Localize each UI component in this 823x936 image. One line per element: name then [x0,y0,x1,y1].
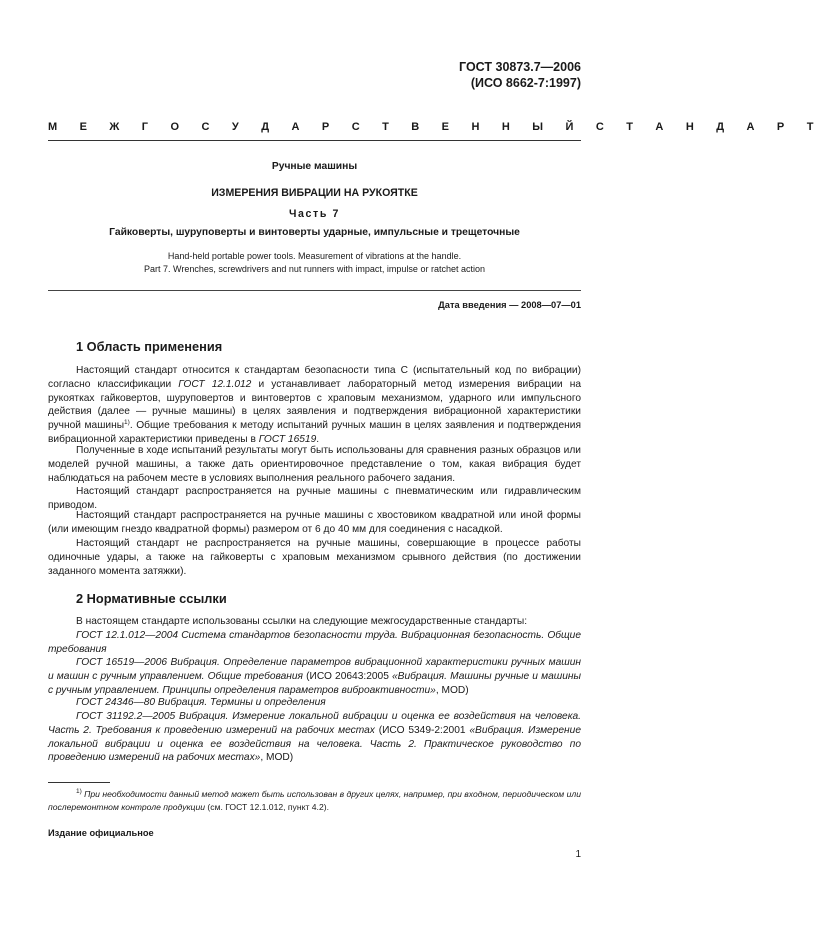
section-1-paragraph-3: Настоящий стандарт распространяется на ручные машины с пневматическим или гидравлическим приводом. [48,486,581,511]
title-divider [48,290,581,291]
english-title-line-1: Hand-held portable power tools. Measurement of vibrations at the handle. [167,251,462,261]
reference-gost-16519: ГОСТ 16519—2006 Вибрация. Определение параметров вибрационной характеристики ручных машин и машин с ручным управлением. Общие требования (ИСО 20643:2005 «Вибрация. Машины ручные и машины с ручным управлением. Принципы определения параметров виброактивности», MOD) [48,657,581,696]
introduction-date: Дата введения — 2008—07—01 [438,300,581,310]
footnote-marker: 1) [124,419,130,426]
reference-gost-12-1-012: ГОСТ 12.1.012—2004 Система стандартов безопасности труда. Вибрационная безопасность. Общие требования [48,630,581,655]
standard-subtitle: Гайковерты, шуруповерты и винтоверты ударные, импульсные и трещеточные [109,227,520,238]
english-title-line-2: Part 7. Wrenches, screwdrivers and nut runners with impact, impulse or ratchet action [144,264,485,274]
standard-main-title: ИЗМЕРЕНИЯ ВИБРАЦИИ НА РУКОЯТКЕ [211,187,418,199]
header-divider [48,140,581,141]
footnote: $^{1)}$ При необходимости данный метод может быть использован в других целях, например, при входном, периодическом или послеремонтном контроле продукции (см. ГОСТ 12.1.012, пункт 4.2). [48,788,581,812]
section-2-intro: В настоящем стандарте использованы ссылки на следующие межгосударственные стандарты: [76,616,528,627]
official-edition-label: Издание официальное [48,828,154,838]
section-1-paragraph-4: Настоящий стандарт распространяется на ручные машины с хвостовиком квадратной или иной формы (или имеющим гнездо квадратной формы) размером от 6 до 40 мм для соединения с насадкой. [48,510,581,535]
section-1-heading: 1 Область применения [76,339,223,354]
iso-number: (ИСО 8662-7:1997) [470,76,581,90]
page-number: 1 [575,849,581,860]
section-1-paragraph-5: Настоящий стандарт не распространяется на ручные машины, совершающие в процессе работы одиночные удары, а также на гайковерты с храповым механизмом срывного действия (по достижении заданного момента затяжки). [48,538,581,577]
section-2-heading: 2 Нормативные ссылки [76,591,227,606]
interstate-standard-label: М Е Ж Г О С У Д А Р С Т В Е Н Н Ы Й С Т А Н Д А Р Т [48,121,823,133]
section-1-paragraph-2: Полученные в ходе испытаний результаты могут быть использованы для сравнения разных образцов или моделей ручной машины, а также дать ориентировочное представление о том, какая вибрация будет наблюдаться на рабочем месте в условиях выполнения реального рабочего задания. [48,445,581,484]
reference-gost-24346: ГОСТ 24346—80 Вибрация. Термины и определения [76,697,326,708]
document-number: ГОСТ 30873.7—2006 [459,60,581,74]
reference-gost-31192-2: ГОСТ 31192.2—2005 Вибрация. Измерение локальной вибрации и оценка ее воздействия на человека. Часть 2. Требования к проведению измерений на рабочих местах (ИСО 5349-2:2001 «Вибрация. Измерение локальной вибрации и оценка ее воздействия на человека. Часть 2. Практическое руководство по проведению измерений на рабочих местах», MOD) [48,711,581,764]
standard-group-title: Ручные машины [271,161,358,172]
footnote-divider [48,782,110,783]
document-designation [459,59,581,91]
section-1-paragraph-1: Настоящий стандарт относится к стандартам безопасности типа С (испытательный код по вибрации) согласно классификации ГОСТ 12.1.012 и устанавливает лабораторный метод измерения вибрации на рукоятках гайковертов, шуруповертов и винтовертов с храповым механизмом, ударного или импульсного действия (далее — ручные машины) в целях заявления и подтверждения вибрационной характеристики ручной машины$^{1)}$. Общие требования к методу испытаний ручных машин в целях заявления и подтверждения вибрационной характеристики приведены в ГОСТ 16519. [48,365,582,445]
standard-part-label: Часть 7 [289,208,340,220]
